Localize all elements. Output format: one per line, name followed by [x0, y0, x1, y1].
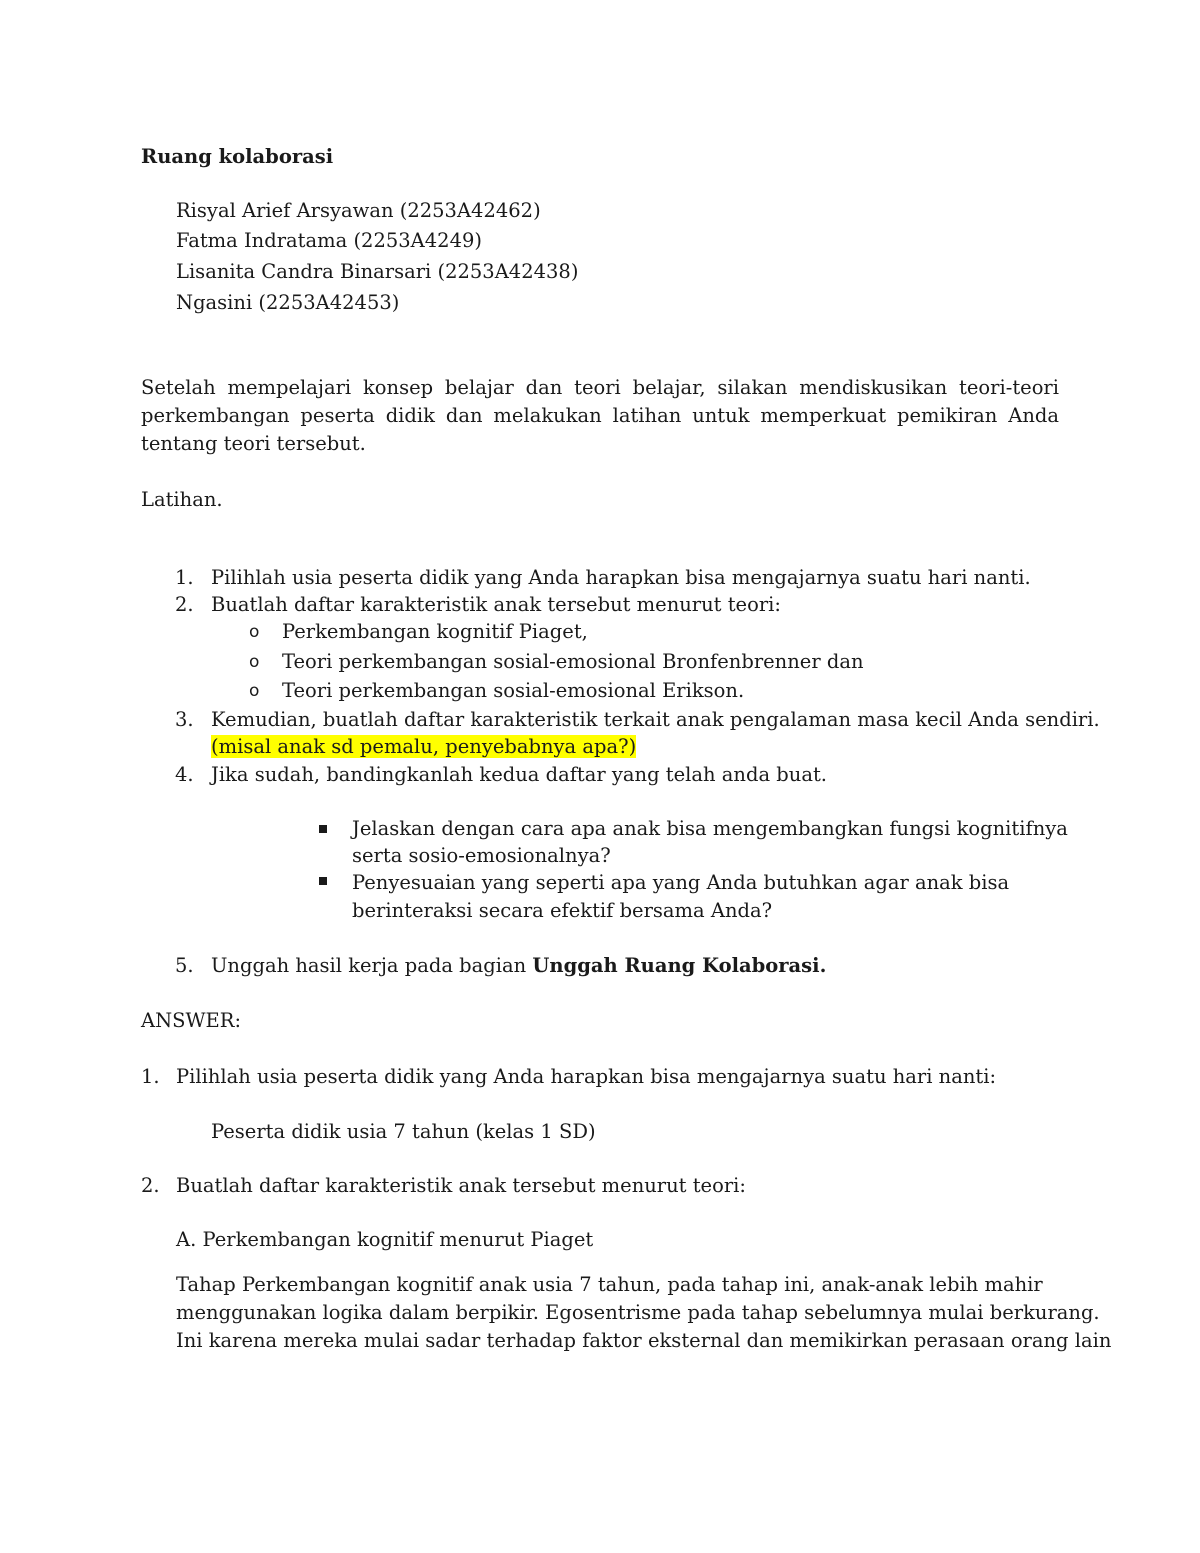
square-bullet-icon	[319, 825, 327, 833]
subitem-marker: o	[249, 652, 260, 672]
member-name: Fatma Indratama (2253A4249)	[176, 229, 483, 252]
document-title: Ruang kolaborasi	[141, 145, 334, 168]
bullet-text: berinteraksi secara efektif bersama Anda?	[352, 899, 773, 922]
intro-paragraph: Setelah mempelajari konsep belajar dan teori belajar, silakan mendiskusikan teori-teori perkembangan peserta didik dan melakukan latihan untuk memperkuat pemikiran Anda tentang teori tersebut.	[141, 376, 1059, 455]
answer-heading: ANSWER:	[141, 1009, 242, 1032]
member-name: Lisanita Candra Binarsari (2253A42438)	[176, 260, 579, 283]
highlight-text: (misal anak sd pemalu, penyebabnya apa?)	[211, 735, 637, 758]
section-paragraph-line: Ini karena mereka mulai sadar terhadap faktor eksternal dan memikirkan perasaan orang lain	[176, 1329, 1112, 1352]
task-number: 4.	[175, 763, 194, 786]
task-number: 1.	[175, 566, 194, 589]
answer-question: Buatlah daftar karakteristik anak tersebut menurut teori:	[176, 1174, 746, 1197]
section-paragraph-line: menggunakan logika dalam berpikir. Egosentrisme pada tahap sebelumnya mulai berkurang.	[176, 1301, 1100, 1324]
task-text-plain: Unggah hasil kerja pada bagian	[211, 954, 533, 977]
task-text: Buatlah daftar karakteristik anak tersebut menurut teori:	[211, 593, 781, 616]
task-number: 5.	[175, 954, 194, 977]
answer-question: Pilihlah usia peserta didik yang Anda harapkan bisa mengajarnya suatu hari nanti:	[176, 1065, 997, 1088]
subitem-marker: o	[249, 681, 260, 701]
task-text-bold: Unggah Ruang Kolaborasi.	[532, 954, 827, 977]
subitem-text: Teori perkembangan sosial-emosional Erikson.	[282, 679, 745, 702]
answer-number: 2.	[141, 1174, 160, 1197]
latihan-heading: Latihan.	[141, 488, 223, 511]
task-text: Jika sudah, bandingkanlah kedua daftar yang telah anda buat.	[211, 763, 827, 786]
task-text	[211, 956, 826, 976]
task-text: Pilihlah usia peserta didik yang Anda harapkan bisa mengajarnya suatu hari nanti.	[211, 566, 1031, 589]
task-number: 3.	[175, 708, 194, 731]
task-text: Kemudian, buatlah daftar karakteristik terkait anak pengalaman masa kecil Anda sendiri.	[211, 708, 1100, 731]
subitem-text: Teori perkembangan sosial-emosional Bronfenbrenner dan	[282, 650, 864, 673]
member-name: Risyal Arief Arsyawan (2253A42462)	[176, 199, 541, 222]
highlighted-note	[211, 737, 636, 757]
answer-text: Peserta didik usia 7 tahun (kelas 1 SD)	[211, 1120, 596, 1143]
subitem-marker: o	[249, 622, 260, 642]
bullet-text: Penyesuaian yang seperti apa yang Anda butuhkan agar anak bisa	[352, 871, 1010, 894]
subitem-text: Perkembangan kognitif Piaget,	[282, 620, 588, 643]
section-heading: A. Perkembangan kognitif menurut Piaget	[176, 1228, 594, 1251]
square-bullet-icon	[319, 877, 327, 885]
answer-number: 1.	[141, 1065, 160, 1088]
bullet-text: Jelaskan dengan cara apa anak bisa mengembangkan fungsi kognitifnya	[352, 817, 1068, 840]
member-name: Ngasini (2253A42453)	[176, 291, 400, 314]
section-paragraph-line: Tahap Perkembangan kognitif anak usia 7 tahun, pada tahap ini, anak-anak lebih mahir	[176, 1273, 1043, 1296]
task-number: 2.	[175, 593, 194, 616]
bullet-text: serta sosio-emosionalnya?	[352, 844, 611, 867]
